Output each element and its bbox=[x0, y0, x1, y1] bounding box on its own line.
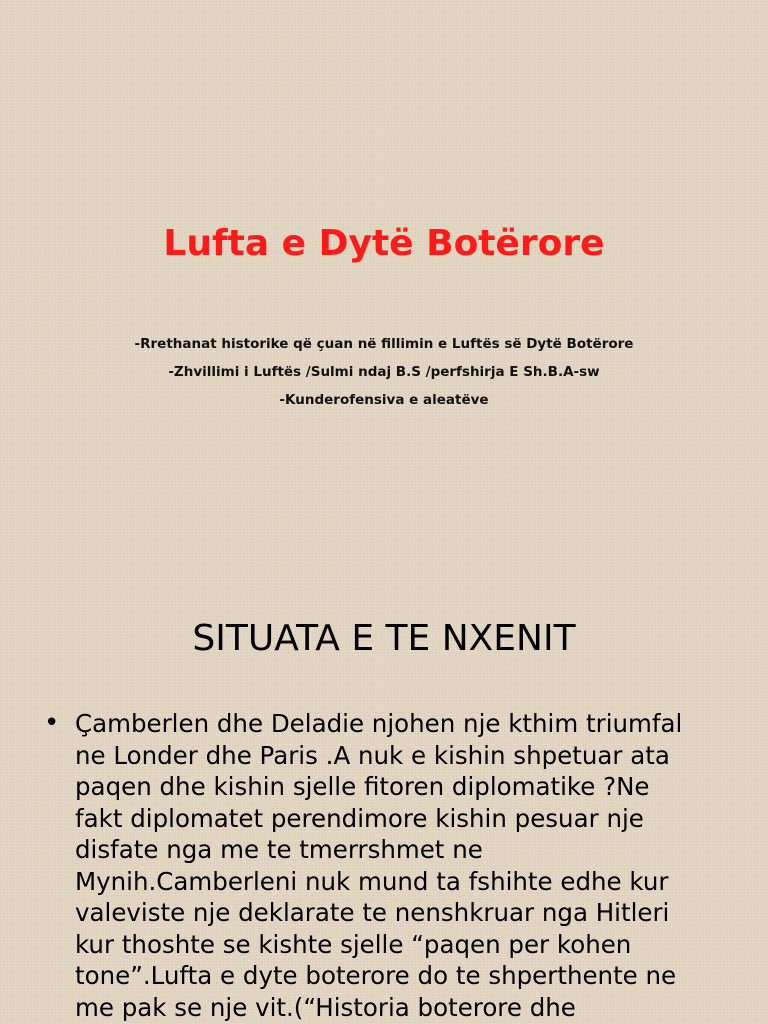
subtitle-line: -Kunderofensiva e aleatëve bbox=[279, 392, 489, 408]
bullet-text: Çamberlen dhe Deladie njohen nje kthim triumfal ne Londer dhe Paris .A nuk e kishin shpetuar ata paqen dhe kishin sjelle fitoren diplomatike ?Ne fakt diplomatet perendimore kishin pesuar nje disfate nga me te tmerrshmet ne Mynih.Camberleni nuk mund ta fshihte edhe kur valeviste nje deklarate te nenshkruar nga Hitleri kur thoshte se kishte sjelle “paqen per kohen tone”.Lufta e dyte boterore do te shperthente ne me pak se nje vit.(“Historia boterore dhe bbox=[75, 709, 683, 1022]
subtitle-line: -Zhvillimi i Luftës /Sulmi ndaj B.S /perfshirja E Sh.B.A-sw bbox=[168, 364, 600, 380]
bullet-icon: • bbox=[44, 708, 60, 738]
presentation-title: Lufta e Dytë Botërore bbox=[163, 223, 605, 264]
slide-situation bbox=[0, 512, 768, 1024]
slide-heading: SITUATA E TE NXENIT bbox=[192, 618, 576, 659]
subtitle-list bbox=[0, 330, 768, 414]
bullet-item bbox=[44, 708, 744, 1023]
subtitle-line: -Rrethanat historike që çuan në fillimin e Luftës së Dytë Botërore bbox=[134, 336, 634, 352]
